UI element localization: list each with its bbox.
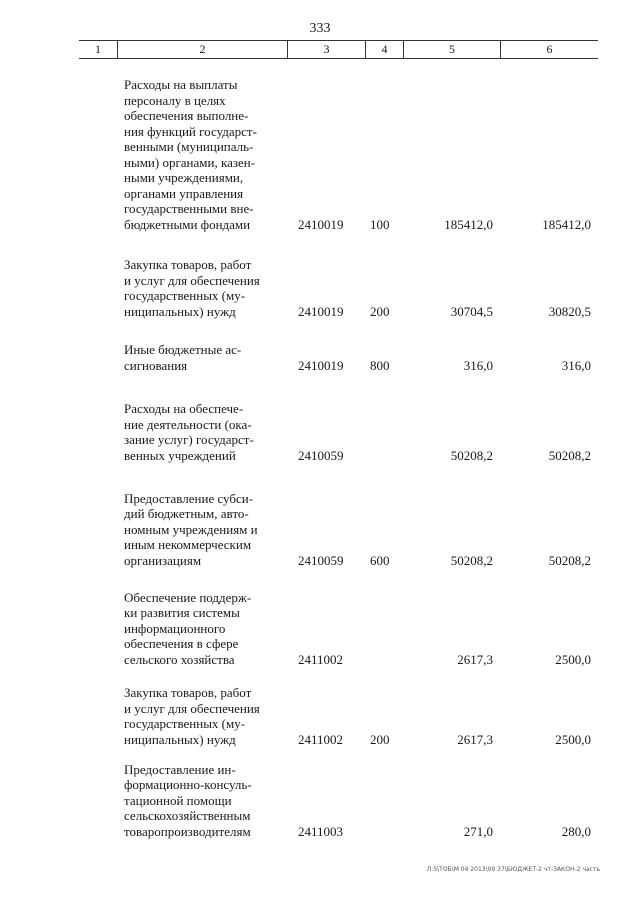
row-name-line: и услуг для обеспечения: [124, 272, 260, 288]
row-value-year2: 2500,0: [555, 731, 591, 747]
row-value-year1: 2617,3: [457, 651, 493, 667]
row-code: 2410019: [298, 216, 344, 232]
row-name-line: Обеспечение поддерж-: [124, 589, 252, 605]
row-value-year1: 185412,0: [444, 216, 493, 232]
row-name-line: венными (муниципаль-: [124, 139, 254, 154]
header-col-4: 4: [365, 41, 403, 58]
row-type: 200: [370, 731, 390, 747]
row-name-line: ния функций государст-: [124, 123, 257, 139]
row-code: 2410019: [298, 303, 344, 319]
row-name-line: Расходы на обеспече-: [124, 401, 244, 416]
row-code: 2410059: [298, 552, 344, 568]
row-name-line: и услуг для обеспечения: [124, 700, 260, 716]
row-code: 2411002: [298, 731, 344, 747]
row-name: [124, 762, 280, 840]
row-name-line: Расходы на выплаты: [124, 77, 238, 92]
row-code: 2411002: [298, 651, 344, 667]
row-name-line: ниципальных) нужд: [124, 731, 236, 747]
row-type: 200: [370, 303, 390, 319]
row-name-line: обеспечения выполне-: [124, 108, 249, 123]
header-col-2: 2: [117, 41, 287, 58]
row-name-line: сигнования: [124, 357, 188, 373]
row-value-year2: 316,0: [561, 357, 591, 373]
header-col-1: 1: [95, 42, 101, 56]
row-value-year1: 50208,2: [450, 447, 493, 463]
row-name-line: государственных (му-: [124, 716, 246, 731]
row-name-line: тационной помощи: [124, 792, 232, 808]
row-name-line: Иные бюджетные ас-: [124, 342, 242, 357]
row-value-year2: 50208,2: [548, 552, 591, 568]
row-name-line: персоналу в целях: [124, 92, 226, 108]
row-value-year1: 2617,3: [457, 731, 493, 747]
header-col-6: 6: [500, 41, 598, 58]
row-value-year1: 271,0: [463, 823, 493, 839]
header-col-3: 3: [287, 41, 365, 58]
row-name-line: сельского хозяйства: [124, 651, 235, 667]
row-name-line: ными) органами, казен-: [124, 154, 256, 170]
row-name-line: органами управления: [124, 185, 244, 201]
row-name-line: сельскохозяйственным: [124, 808, 251, 823]
row-code: 2411003: [298, 823, 344, 839]
row-name-line: зание услуг) государст-: [124, 432, 254, 447]
row-name-line: обеспечения в сфере: [124, 636, 239, 651]
row-code: 2410059: [298, 447, 344, 463]
row-name-line: Закупка товаров, работ: [124, 257, 252, 272]
row-name-line: Предоставление субси-: [124, 490, 254, 506]
header-col-5: 5: [403, 41, 500, 58]
row-value-year2: 280,0: [561, 823, 591, 839]
row-name-line: Предоставление ин-: [124, 761, 236, 777]
row-value-year2: 2500,0: [555, 651, 591, 667]
row-name-line: товаропроизводителям: [124, 823, 251, 839]
page-number: 333: [309, 21, 331, 36]
row-type: 600: [370, 552, 390, 568]
file-path-footer: Л:5\ТОБ\М 04 2013\09 37\БЮДЖЕТ-2 чт-ЗАКОН-2 часть: [426, 866, 600, 873]
row-value-year1: 316,0: [463, 357, 493, 373]
row-name-line: государственными вне-: [124, 201, 254, 216]
row-value-year1: 50208,2: [450, 552, 493, 568]
row-name-line: государственных (му-: [124, 288, 246, 303]
row-code: 2410019: [298, 357, 344, 373]
row-name-line: ки развития системы: [124, 605, 240, 620]
row-value-year2: 30820,5: [548, 303, 591, 319]
row-name-line: иным некоммерческим: [124, 537, 252, 552]
row-name-line: формационно-консуль-: [124, 777, 252, 792]
row-name-line: дий бюджетным, авто-: [124, 506, 249, 521]
row-type: 100: [370, 216, 390, 232]
row-value-year1: 30704,5: [450, 303, 493, 319]
row-name-line: ными учреждениями,: [124, 170, 244, 185]
row-name-line: венных учреждений: [124, 447, 236, 463]
row-value-year2: 185412,0: [542, 216, 591, 232]
row-name-line: Закупка товаров, работ: [124, 685, 252, 700]
row-name-line: организациям: [124, 552, 202, 568]
row-name-line: ниципальных) нужд: [124, 303, 236, 319]
row-value-year2: 50208,2: [548, 447, 591, 463]
row-name-line: бюджетными фондами: [124, 216, 251, 232]
row-name-line: ние деятельности (ока-: [124, 416, 252, 432]
row-name-line: номным учреждениям и: [124, 521, 258, 537]
row-name-line: информационного: [124, 620, 226, 636]
row-type: 800: [370, 357, 390, 373]
